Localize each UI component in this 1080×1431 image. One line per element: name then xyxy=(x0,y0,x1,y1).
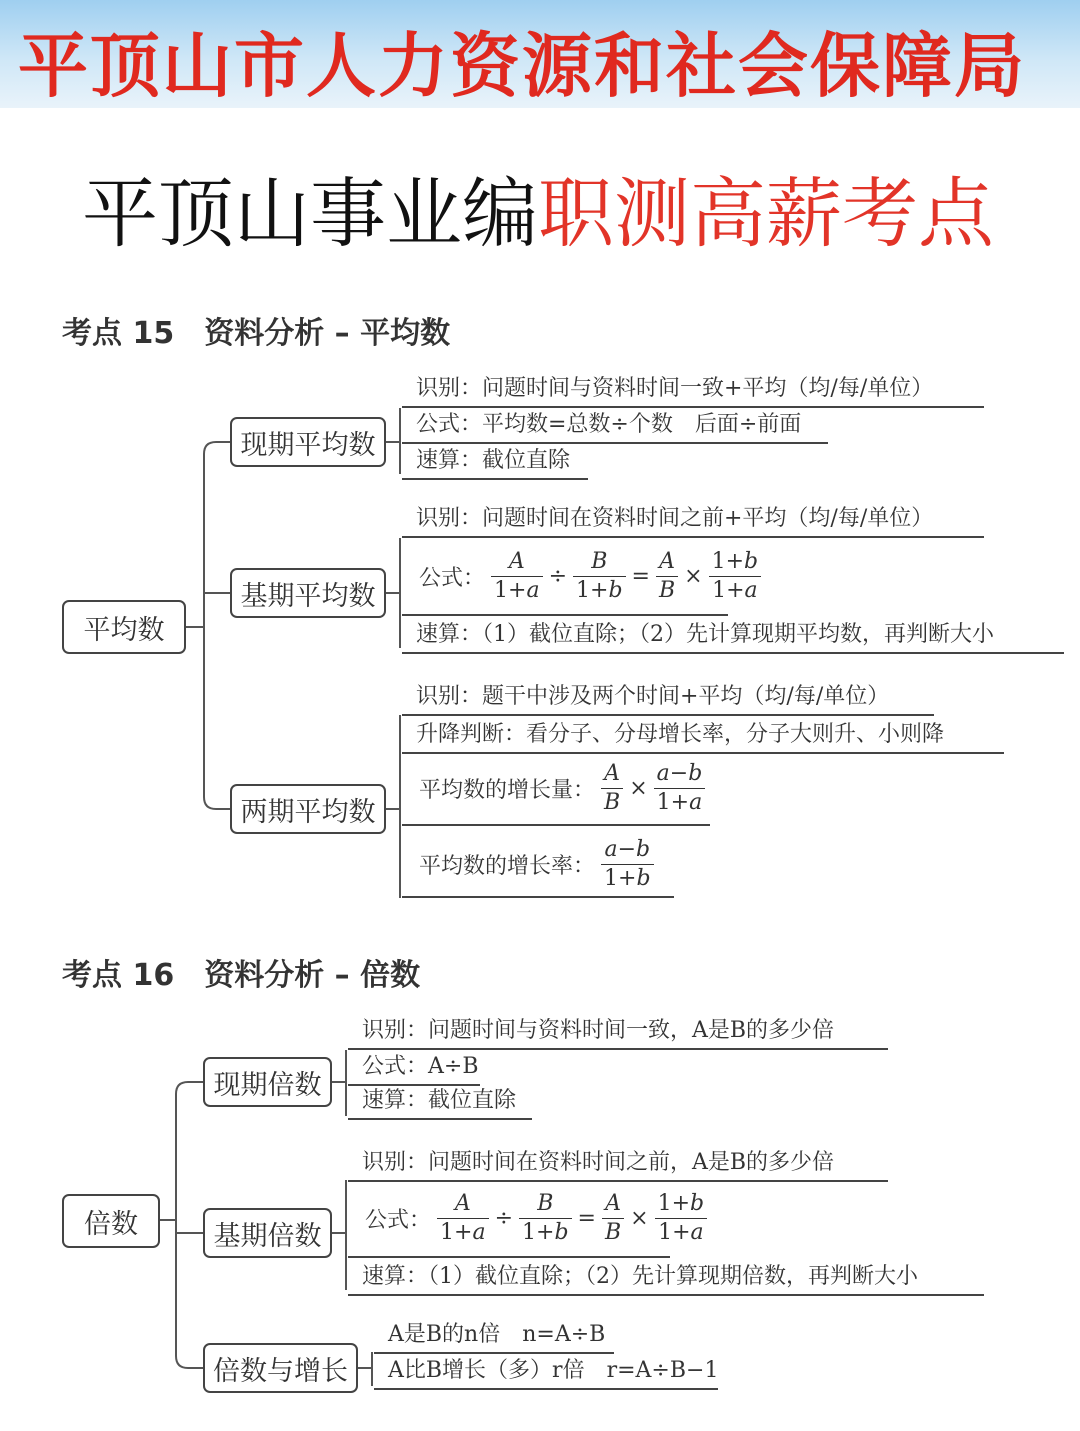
node-base-multiple: 基期倍数 xyxy=(203,1208,332,1258)
two-period-identify: 识别：题干中涉及两个时间+平均（均/每/单位） xyxy=(402,682,934,716)
node-multiple: 倍数 xyxy=(62,1194,160,1248)
base-average-formula-label: 公式： xyxy=(419,565,486,591)
node-average: 平均数 xyxy=(62,600,186,654)
base-average-identify: 识别：问题时间在资料时间之前+平均（均/每/单位） xyxy=(402,504,984,538)
node-current-average: 现期平均数 xyxy=(230,417,386,467)
node-base-average: 基期平均数 xyxy=(230,568,386,618)
current-average-formula: 公式：平均数=总数÷个数 后面÷前面 xyxy=(402,410,828,444)
current-average-quick-calc: 速算：截位直除 xyxy=(402,446,588,480)
node-two-period-average: 两期平均数 xyxy=(230,784,386,834)
current-multiple-quick-calc: 速算：截位直除 xyxy=(348,1086,532,1120)
banner-title: 平顶山市人力资源和社会保障局 xyxy=(18,25,1026,107)
current-multiple-identify: 识别：问题时间与资料时间一致，A是B的多少倍 xyxy=(348,1016,888,1050)
average-increase-amount-label: 平均数的增长量： xyxy=(419,777,596,803)
base-multiple-identify: 识别：问题时间在资料时间之前，A是B的多少倍 xyxy=(348,1148,888,1182)
current-average-identify: 识别：问题时间与资料时间一致+平均（均/每/单位） xyxy=(402,374,984,408)
current-multiple-formula: 公式：A÷B xyxy=(348,1052,480,1086)
base-multiple-formula-label: 公式： xyxy=(365,1207,432,1233)
base-average-formula: 公式： $\frac{A}{1+a}$ ÷ $\frac{B}{1+b}$ = $\frac{A}{B}$ × $\frac{1+b}{1+a}$ xyxy=(416,548,764,604)
growth-multiple-definition: A比B增长（多）r倍 r=A÷B−1 xyxy=(374,1356,718,1390)
base-multiple-quick-calc: 速算：（1）截位直除；（2）先计算现期倍数，再判断大小 xyxy=(348,1262,984,1296)
average-growth-rate: 平均数的增长率： $\frac{a-b}{1+b}$ xyxy=(416,836,657,892)
two-period-trend: 升降判断：看分子、分母增长率，分子大则升、小则降 xyxy=(402,720,1004,754)
average-growth-rate-label: 平均数的增长率： xyxy=(419,853,596,879)
node-current-multiple: 现期倍数 xyxy=(203,1057,332,1107)
page-title-part2: 职测高薪考点 xyxy=(538,169,994,258)
base-average-quick-calc: 速算：（1）截位直除；（2）先计算现期平均数，再判断大小 xyxy=(402,620,1064,654)
node-multiple-and-growth: 倍数与增长 xyxy=(203,1343,358,1393)
section-16-title: 考点 16 资料分析 – 倍数 xyxy=(62,958,421,993)
base-multiple-formula: 公式： $\frac{A}{1+a}$ ÷ $\frac{B}{1+b}$ = $\frac{A}{B}$ × $\frac{1+b}{1+a}$ xyxy=(362,1190,710,1246)
page-title-part1: 平顶山事业编 xyxy=(82,169,538,258)
multiple-definition: A是B的n倍 n=A÷B xyxy=(374,1320,614,1354)
section-15-title: 考点 15 资料分析 – 平均数 xyxy=(62,316,451,351)
average-increase-amount: 平均数的增长量： $\frac{A}{B}$ × $\frac{a-b}{1+a}$ xyxy=(416,760,708,816)
